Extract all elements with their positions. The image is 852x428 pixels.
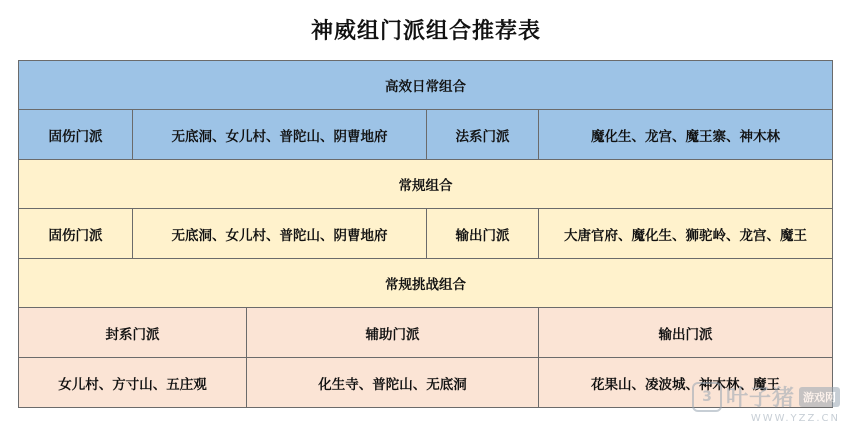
table-row [19,110,833,160]
section-header-daily: 高效日常组合 [19,61,833,110]
cell-category: 固伤门派 [19,110,133,160]
cell-category: 封系门派 [19,308,247,358]
cell-sects: 花果山、凌波城、神木林、魔王 [539,358,833,408]
pig-logo-icon: 3 [692,382,722,412]
section-header-row [19,259,833,308]
cell-category: 法系门派 [427,110,539,160]
cell-category: 输出门派 [539,308,833,358]
table-row [19,308,833,358]
cell-sects: 魔化生、龙宫、魔王寨、神木林 [539,110,833,160]
cell-category: 输出门派 [427,209,539,259]
section-header-regular: 常规组合 [19,160,833,209]
site-watermark [692,381,840,424]
watermark-url: WWW.YZZ.CN [750,413,840,424]
section-header-row [19,61,833,110]
cell-sects: 大唐官府、魔化生、狮驼岭、龙宫、魔王 [539,209,833,259]
cell-category: 固伤门派 [19,209,133,259]
watermark-logo [692,381,840,412]
table-row [19,209,833,259]
recommendation-table [18,60,833,408]
watermark-tag: 游戏网 [799,387,840,407]
section-header-challenge: 常规挑战组合 [19,259,833,308]
cell-sects: 无底洞、女儿村、普陀山、阴曹地府 [133,110,427,160]
page-title: 神威组门派组合推荐表 [310,19,541,44]
cell-sects: 女儿村、方寸山、五庄观 [19,358,247,408]
cell-category: 辅助门派 [247,308,539,358]
cell-sects: 化生寺、普陀山、无底洞 [247,358,539,408]
section-header-row [19,160,833,209]
watermark-name: 叶子猪 [725,386,795,411]
cell-sects: 无底洞、女儿村、普陀山、阴曹地府 [133,209,427,259]
